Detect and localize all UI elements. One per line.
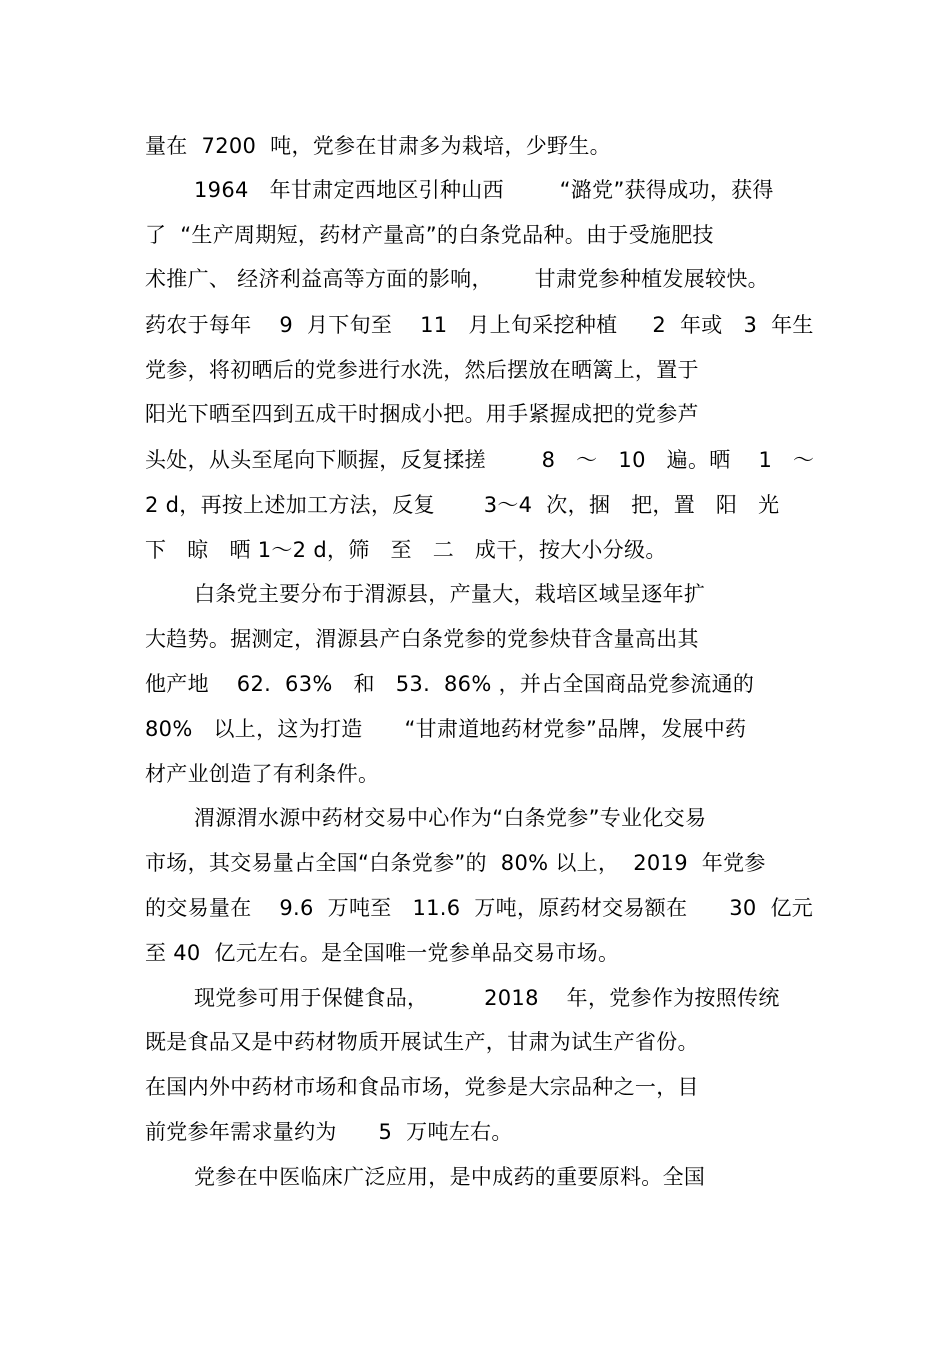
- text-line: 药农于每年 9 月下旬至 11 月上旬采挖种植 2 年或 3 年生: [145, 313, 814, 337]
- text-line: 大趋势。据测定，渭源县产白条党参的党参炔苷含量高出其: [145, 627, 699, 651]
- text-line: 下 晾 晒 1～2 d，筛 至 二 成干，按大小分级。: [145, 538, 667, 562]
- text-line: 术推广、 经济利益高等方面的影响， 甘肃党参种植发展较快。: [145, 267, 769, 291]
- paragraph-first-line: 现党参可用于保健食品， 2018 年，党参作为按照传统: [194, 986, 780, 1010]
- text-line: 头处，从头至尾向下顺握，反复揉搓 8 ～ 10 遍。晒 1 ～: [145, 448, 815, 472]
- text-line: 党参，将初晒后的党参进行水洗，然后摆放在晒篱上，置于: [145, 358, 699, 382]
- text-line: 的交易量在 9.6 万吨至 11.6 万吨，原药材交易额在 30 亿元: [145, 896, 814, 920]
- text-line: 前党参年需求量约为 5 万吨左右。: [145, 1120, 513, 1144]
- text-line: 80% 以上，这为打造 “甘肃道地药材党参”品牌，发展中药: [145, 717, 747, 741]
- text-line: 了 “生产周期短，药材产量高”的白条党品种。由于受施肥技: [145, 223, 714, 247]
- paragraph-first-line: 1964 年甘肃定西地区引种山西 “潞党”获得成功，获得: [194, 178, 774, 202]
- text-line: 在国内外中药材市场和食品市场，党参是大宗品种之一，目: [145, 1075, 699, 1099]
- text-line: 市场，其交易量占全国“白条党参”的 80% 以上， 2019 年党参: [145, 851, 766, 875]
- text-line: 材产业创造了有利条件。: [145, 762, 380, 786]
- text-line: 阳光下晒至四到五成干时捆成小把。用手紧握成把的党参芦: [145, 402, 699, 426]
- paragraph-first-line: 党参在中医临床广泛应用，是中成药的重要原料。全国: [194, 1165, 706, 1189]
- text-line: 至 40 亿元左右。是全国唯一党参单品交易市场。: [145, 941, 620, 965]
- text-line: 既是食品又是中药材物质开展试生产，甘肃为试生产省份。: [145, 1030, 699, 1054]
- paragraph-first-line: 渭源渭水源中药材交易中心作为“白条党参”专业化交易: [194, 806, 707, 830]
- text-line: 2 d，再按上述加工方法，反复 3～4 次，捆 把，置 阳 光: [145, 493, 780, 517]
- text-line: 量在 7200 吨，党参在甘肃多为栽培，少野生。: [145, 134, 611, 158]
- paragraph-first-line: 白条党主要分布于渭源县，产量大，栽培区域呈逐年扩: [194, 582, 706, 606]
- text-line: 他产地 62. 63% 和 53. 86% ，并占全国商品党参流通的: [145, 672, 755, 696]
